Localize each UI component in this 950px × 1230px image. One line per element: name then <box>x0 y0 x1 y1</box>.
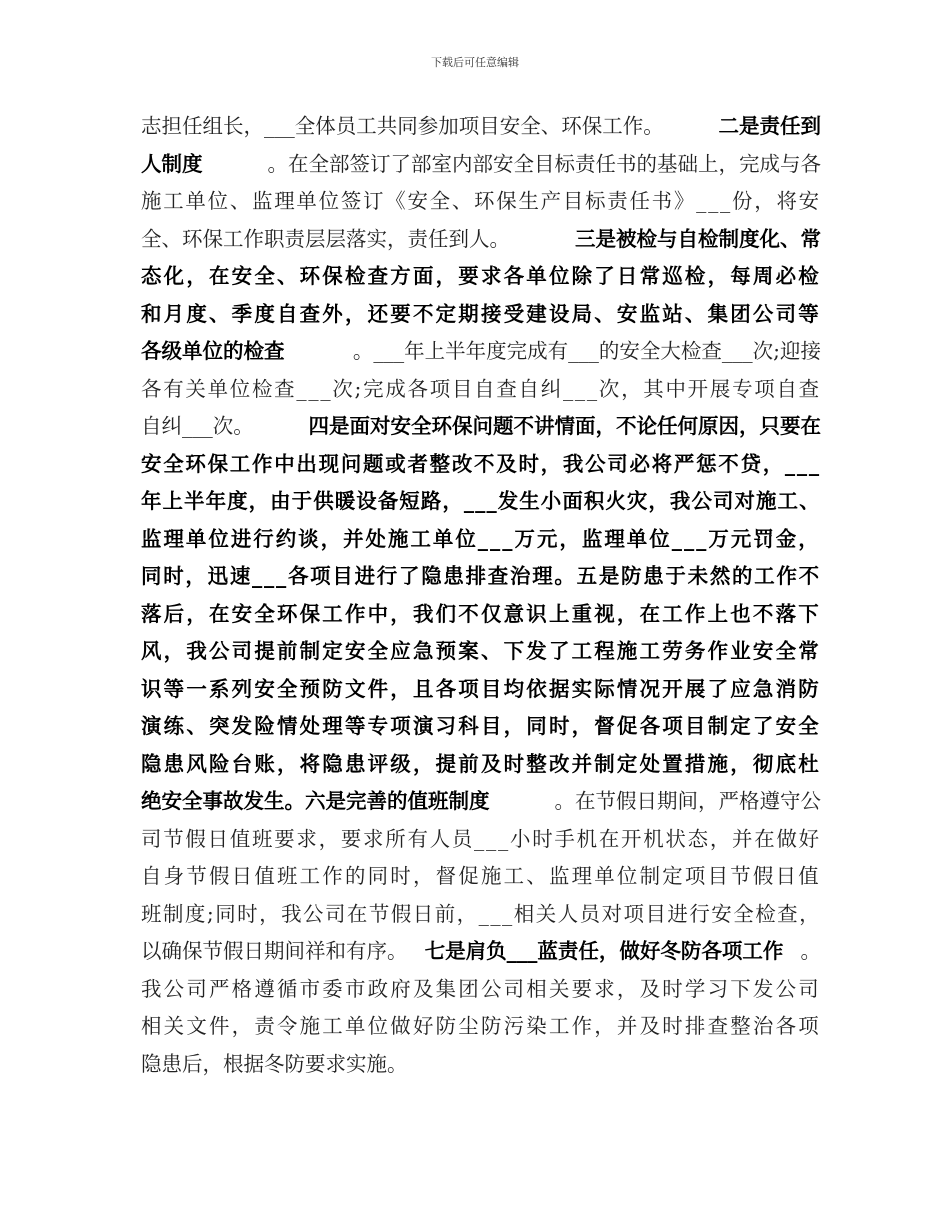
bold-text: 态化，在安全、环保检查方面，要求各单位除了日常巡检，每周必检 <box>141 264 821 288</box>
text-line <box>141 483 821 521</box>
text-line <box>141 521 821 559</box>
page-header: 下载后可任意编辑 <box>431 56 519 69</box>
text-line <box>141 183 821 221</box>
normal-text: 。在节假日期间，严格遵守公 <box>554 789 821 813</box>
bold-text: 四是面对安全环保问题不讲情面，不论任何原因，只要在 <box>308 414 821 438</box>
text-line <box>141 221 821 259</box>
text-line <box>141 296 821 334</box>
bold-text: 人制度 <box>141 151 203 176</box>
bold-text: 风，我公司提前制定安全应急预案、下发了工程施工劳务作业安全常 <box>141 639 821 663</box>
bold-text: 演练、突发险情处理等专项演习科目，同时，督促各项目制定了安全 <box>141 714 821 738</box>
text-line <box>141 896 821 934</box>
text-line <box>141 596 821 634</box>
text-line <box>141 671 821 709</box>
text-line <box>141 858 821 896</box>
text-line <box>141 371 821 409</box>
normal-text: 。在全部签订了部室内部安全目标责任书的基础上，完成与各 <box>267 151 821 176</box>
bold-text: 二是责任到 <box>718 114 821 138</box>
text-line <box>141 258 821 296</box>
normal-text: 自身节假日值班工作的同时，督促施工、监理单位制定项目节假日值 <box>141 864 821 888</box>
text-line <box>141 446 821 484</box>
normal-text: 我公司严格遵循市委市政府及集团公司相关要求，及时学习下发公司 <box>141 976 821 1001</box>
bold-text: 同时，迅速___各项目进行了隐患排查治理。五是防患于未然的工作不 <box>141 564 821 588</box>
bold-text: 监理单位进行约谈，并处施工单位___万元，监理单位___万元罚金， <box>141 526 821 551</box>
text-line <box>141 1046 821 1084</box>
normal-text: 自纠___次。 <box>141 414 254 438</box>
text-line <box>141 971 821 1009</box>
normal-text: 以确保节假日期间祥和有序。 <box>141 939 408 963</box>
normal-text: 。 <box>800 939 821 963</box>
normal-text: 各有关单位检查___次;完成各项目自查自纠___次，其中开展专项自查 <box>141 376 821 401</box>
text-line <box>141 821 821 859</box>
bold-text: 识等一系列安全预防文件，且各项目均依据实际情况开展了应急消防 <box>141 676 821 701</box>
bold-text: 隐患风险台账，将隐患评级，提前及时整改并制定处置措施，彻底杜 <box>141 751 821 776</box>
normal-text: 隐患后，根据冬防要求实施。 <box>141 1051 408 1076</box>
text-line <box>141 108 821 146</box>
bold-text: 和月度、季度自查外，还要不定期接受建设局、安监站、集团公司等 <box>141 301 821 326</box>
bold-text: 绝安全事故发生。六是完善的值班制度 <box>141 789 490 813</box>
bold-text: 年上半年度，由于供暖设备短路，___发生小面积火灾，我公司对施工、 <box>141 489 821 513</box>
bold-text: 七是肩负___蓝责任，做好冬防各项工作 <box>424 939 784 963</box>
normal-text: 班制度;同时，我公司在节假日前，___相关人员对项目进行安全检查， <box>141 901 822 926</box>
text-line <box>141 333 821 371</box>
bold-text: 各级单位的检查 <box>141 339 285 363</box>
text-line <box>141 408 821 446</box>
text-line <box>141 783 821 821</box>
text-line <box>141 633 821 671</box>
bold-text: 落后，在安全环保工作中，我们不仅意识上重视，在工作上也不落下 <box>141 601 821 626</box>
normal-text: 全、环保工作职责层层落实，责任到人。 <box>141 226 510 251</box>
text-line <box>141 558 821 596</box>
text-line <box>141 1008 821 1046</box>
normal-text: 。___年上半年度完成有___的安全大检查___次;迎接 <box>352 339 821 363</box>
normal-text: 志担任组长，___全体员工共同参加项目安全、环保工作。 <box>141 114 664 138</box>
bold-text: 安全环保工作中出现问题或者整改不及时，我公司必将严惩不贷，___ <box>141 451 821 476</box>
text-line <box>141 933 821 971</box>
document-body <box>141 108 821 1083</box>
normal-text: 施工单位、监理单位签订《安全、环保生产目标责任书》___份，将安 <box>141 189 821 213</box>
bold-text: 三是被检与自检制度化、常 <box>575 226 821 251</box>
text-line <box>141 146 821 184</box>
text-line <box>141 746 821 784</box>
normal-text: 司节假日值班要求，要求所有人员___小时手机在开机状态，并在做好 <box>141 826 821 851</box>
text-line <box>141 708 821 746</box>
normal-text: 相关文件，责令施工单位做好防尘防污染工作，并及时排查整治各项 <box>141 1014 821 1038</box>
